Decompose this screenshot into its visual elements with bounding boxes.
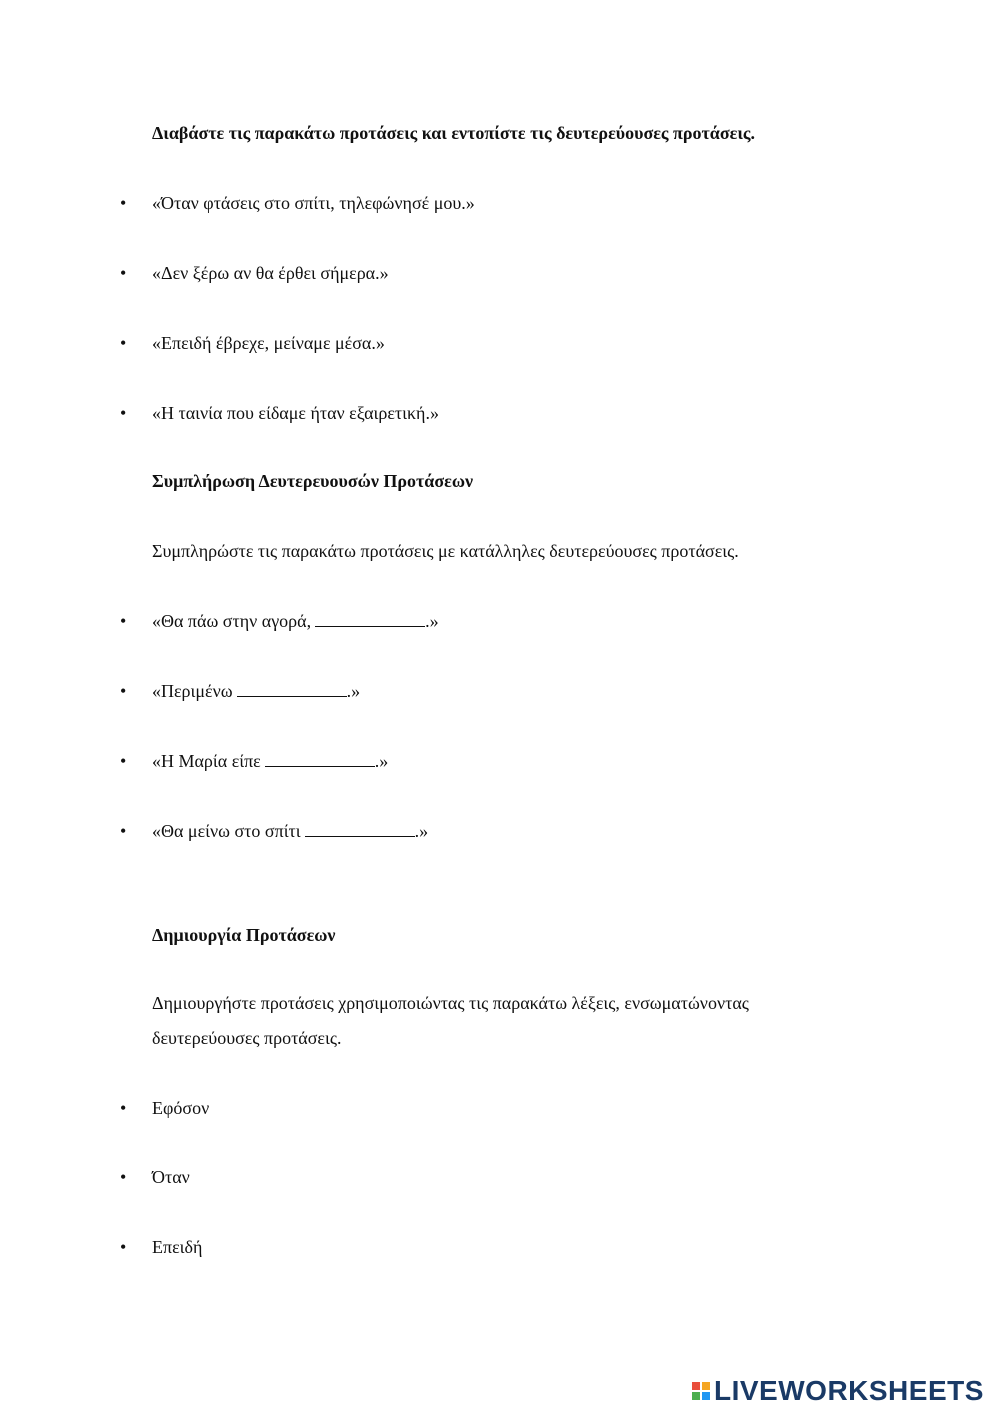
bullet-icon: • bbox=[120, 263, 127, 283]
fill-in-item bbox=[152, 680, 360, 702]
section3-heading: Δημιουργία Προτάσεων bbox=[152, 925, 336, 945]
fill-in-item bbox=[152, 750, 388, 772]
list-item: «Η ταινία που είδαμε ήταν εξαιρετική.» bbox=[152, 403, 439, 423]
section1-heading: Διαβάστε τις παρακάτω προτάσεις και εντοπίστε τις δευτερεύουσες προτάσεις. bbox=[152, 123, 756, 143]
fill-in-item bbox=[152, 820, 428, 842]
bullet-icon: • bbox=[120, 821, 127, 841]
fill-in-text: «Περιμένω bbox=[152, 681, 233, 701]
bullet-icon: • bbox=[120, 611, 127, 631]
bullet-icon: • bbox=[120, 751, 127, 771]
bullet-icon: • bbox=[120, 1098, 127, 1118]
logo-mark-icon bbox=[692, 1382, 710, 1400]
logo-text: LIVEWORKSHEETS bbox=[714, 1375, 984, 1406]
liveworksheets-logo bbox=[692, 1374, 984, 1408]
list-item: Εφόσον bbox=[152, 1098, 210, 1118]
bullet-icon: • bbox=[120, 333, 127, 353]
list-item: «Δεν ξέρω αν θα έρθει σήμερα.» bbox=[152, 263, 389, 283]
bullet-icon: • bbox=[120, 1167, 127, 1187]
section3-instruction-line2: δευτερεύουσες προτάσεις. bbox=[152, 1028, 342, 1048]
fill-in-text: «Η Μαρία είπε bbox=[152, 751, 261, 771]
fill-in-closing: .» bbox=[425, 611, 439, 631]
blank-answer-field[interactable] bbox=[265, 752, 375, 767]
blank-answer-field[interactable] bbox=[315, 612, 425, 627]
list-item: Όταν bbox=[152, 1167, 190, 1187]
section3-instruction-line1: Δημιουργήστε προτάσεις χρησιμοποιώντας τις παρακάτω λέξεις, ενσωματώνοντας bbox=[152, 993, 749, 1013]
bullet-icon: • bbox=[120, 1237, 127, 1257]
fill-in-closing: .» bbox=[414, 821, 429, 841]
list-item: «Όταν φτάσεις στο σπίτι, τηλεφώνησέ μου.» bbox=[152, 193, 475, 213]
section2-instruction: Συμπληρώστε τις παρακάτω προτάσεις με κατάλληλες δευτερεύουσες προτάσεις. bbox=[152, 541, 739, 561]
list-item: Επειδή bbox=[152, 1237, 203, 1257]
bullet-icon: • bbox=[120, 193, 127, 213]
fill-in-closing: .» bbox=[374, 751, 389, 771]
blank-answer-field[interactable] bbox=[305, 822, 415, 837]
fill-in-text: «Θα πάω στην αγορά, bbox=[152, 611, 312, 631]
bullet-icon: • bbox=[120, 681, 127, 701]
fill-in-closing: .» bbox=[346, 681, 361, 701]
blank-answer-field[interactable] bbox=[237, 682, 347, 697]
list-item: «Επειδή έβρεχε, μείναμε μέσα.» bbox=[152, 333, 385, 353]
fill-in-text: «Θα μείνω στο σπίτι bbox=[152, 821, 301, 841]
section2-heading: Συμπλήρωση Δευτερευουσών Προτάσεων bbox=[152, 471, 474, 491]
fill-in-item bbox=[152, 610, 439, 632]
bullet-icon: • bbox=[120, 403, 127, 423]
